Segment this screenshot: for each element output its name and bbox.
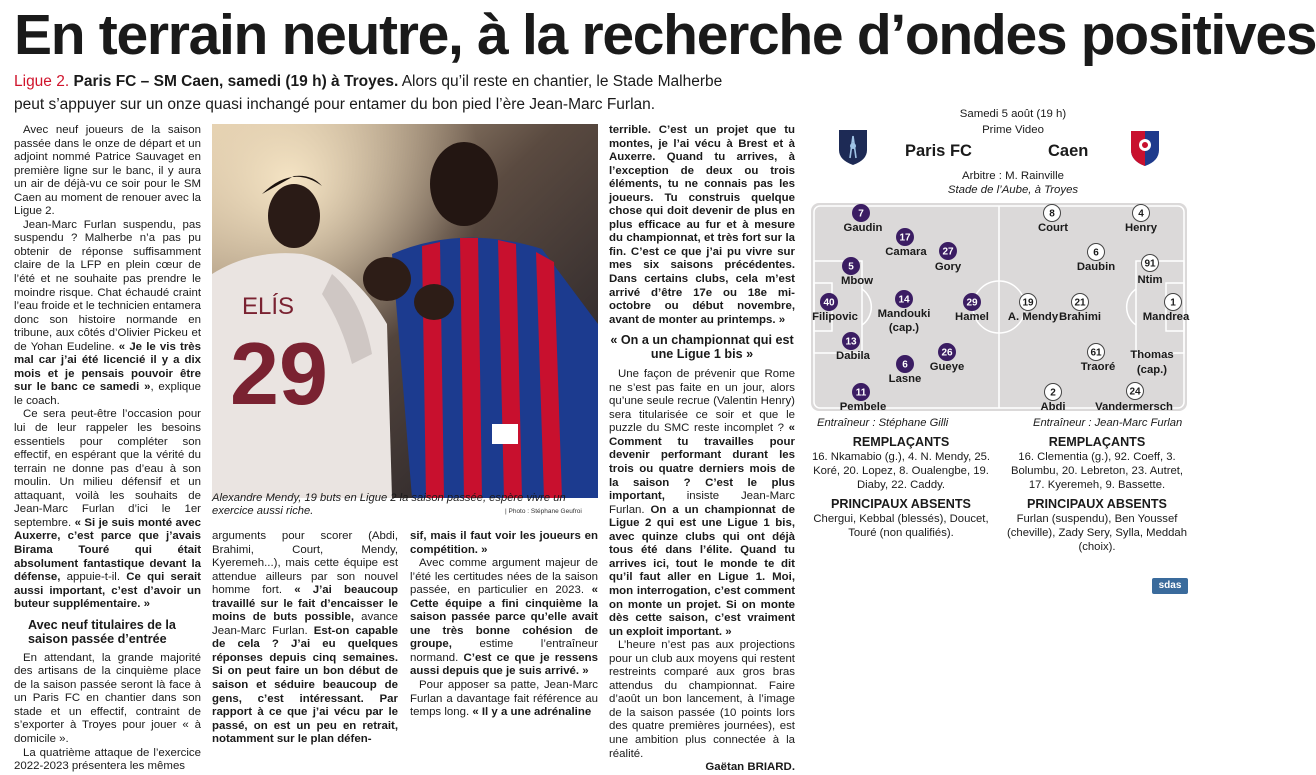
- referee: Arbitre : M. Rainville: [962, 170, 1064, 182]
- player-name: Mandouki: [877, 308, 931, 320]
- headline: En terrain neutre, à la recherche d’ondes positives: [14, 3, 1316, 67]
- home-subs-title: REMPLAÇANTS: [852, 435, 950, 449]
- home-coach: Entraîneur : Stéphane Gilli: [817, 417, 949, 429]
- player-name: Thomas: [1130, 349, 1174, 361]
- intertitle: Avec neuf titulaires de la saison passée d’entrée: [28, 617, 176, 646]
- intertitle: « On a un championnat qui est une Ligue 1 bis »: [610, 333, 794, 362]
- away-team-name: Caen: [1048, 142, 1089, 160]
- player-number: 13: [845, 336, 857, 348]
- player-number: 21: [1074, 297, 1086, 309]
- venue: Stade de l’Aube, à Troyes: [947, 184, 1079, 196]
- player-name: Dabila: [836, 350, 870, 362]
- photo-caption: Alexandre Mendy, 19 buts en Ligue 2 la saison passée, espère vivre un exercice aussi riche.: [212, 492, 566, 517]
- paragraph: Une façon de prévenir que Rome ne s’est pas faite en un jour, alors qu’une seule recrue (Valentin Henry) sera titularisée ce soir et que le puzzle du SMC reste incomplet ? « Comment tu travailles pour devenir performant durant les trois ou quatre derniers mois de la saison ? C’est le plus important, insiste Jean-Marc Furlan. On a un championnat de Ligue 2 qui est une Ligue 1 bis, avec quinze clubs qui ont déjà tous été dans l’élite. Quand tu arrives ici, tout le monde te dit qu’il faut aller en Ligue 1. Moi, mon interrogation, c’est comment on monte un projet. Si on monte dès cette saison, c’est vraiment un exploit important. »: [609, 368, 796, 638]
- author-signature: Gaëtan BRIARD.: [705, 761, 795, 774]
- player-number: 17: [899, 232, 911, 244]
- player-name: Brahimi: [1058, 311, 1102, 323]
- lede-rubric: Ligue 2.: [14, 73, 70, 90]
- player-name: Vandermersch: [1095, 401, 1173, 413]
- player-number: 6: [902, 359, 908, 371]
- player-number: 1: [1170, 297, 1176, 309]
- paragraph: Avec neuf joueurs de la saison passée dans le onze de départ et un adjoint nommé Patrice Sauvaget en première ligne sur le banc, il y aura un air de déjà-vu ce soir pour le SM Caen au moment de renouer avec la Ligue 2.: [14, 124, 201, 218]
- player-number: 29: [966, 297, 978, 309]
- article-column-2: [212, 530, 399, 746]
- home-subs-list: 16. Nkamabio (g.), 4. N. Mendy, 25. Koré, 20. Lopez, 8. Oualengbe, 19. Diaby, 22. Caddy.: [811, 451, 991, 492]
- player-name: (cap.): [1136, 364, 1168, 376]
- player-number: 11: [855, 387, 867, 399]
- paragraph: L’heure n’est pas aux projections pour un club aux moyens qui restent restreints comparé aux gros bras attendus du championnat. Faire d’août un bon lancement, à l’image de la saison passée (10 points lors des quatre premières journées), est une ambition plus connectée à la réalité.: [609, 639, 795, 760]
- player-name: Lasne: [888, 373, 922, 385]
- article-column-4: [609, 124, 796, 774]
- player-name: Mandrea: [1142, 311, 1190, 323]
- away-subs-title: REMPLAÇANTS: [1048, 435, 1146, 449]
- away-absent-list: Furlan (suspendu), Ben Youssef (cheville), Zady Sery, Sylla, Meddah (choix).: [1007, 513, 1187, 554]
- away-coach: Entraîneur : Jean-Marc Furlan: [1033, 417, 1183, 429]
- player-number: 8: [1049, 208, 1055, 220]
- paragraph: Ce sera peut-être l’occasion pour lui de leur rappeler les besoins essentiels pour compléter son effectif, en espérant que la vérité du terrain ne donne pas d’eau à son moulin. Un milieu défensif et un attaquant, voilà les souhaits de Jean-Marc Furlan d’ici le 1er septembre. « Si je suis monté avec Auxerre, c’est parce que j’avais Birama Touré qui était absolument fantastique devant la défense, appuie-t-il. Ce qui serait aussi important, c’est d’avoir un buteur supplémentaire. »: [14, 408, 201, 611]
- player-number: 24: [1129, 386, 1141, 398]
- lede: [14, 70, 734, 116]
- paragraph: arguments pour scorer (Abdi, Brahimi, Court, Mendy, Kyeremeh...), mais cette équipe est attendue ailleurs par son nouvel homme fort. « J’ai beaucoup travaillé sur le fait d’encaisser le moins de buts possible, avance Jean-Marc Furlan. Est-on capable de cela ? J’ai eu quelques réponses depuis cinq semaines. Si on peut faire un bon début de saison et séduire beaucoup de gens, c’est intéressant. Par rapport à ce que j’ai vécu par le passé, on est un peu en retrait, notamment sur le plan défen-: [212, 530, 399, 746]
- home-absent-list: Chergui, Kebbal (blessés), Doucet, Touré (non qualifiés).: [813, 513, 989, 540]
- player-name: Henry: [1124, 222, 1158, 234]
- player-number: 5: [848, 261, 854, 273]
- home-absent-title: PRINCIPAUX ABSENTS: [831, 497, 971, 511]
- player-name: Pembele: [839, 401, 887, 413]
- player-number: 2: [1050, 387, 1056, 399]
- sm-caen-logo-icon: [1128, 128, 1162, 168]
- player-number: 7: [858, 208, 864, 220]
- player-name: (cap.): [888, 322, 920, 334]
- paragraph: Avec comme argument majeur de l’été les certitudes nées de la saison passée, en particulier en 2023. « Cette équipe a fini cinquième la saison passée parce qu’elle avait une très bonne cohésion de groupe, estime l’entraîneur normand. C’est ce que je ressens aussi depuis que je suis arrivé. »: [410, 557, 598, 678]
- player-name: Gaudin: [843, 222, 883, 234]
- player-number: 26: [941, 347, 953, 359]
- player-name: Gory: [934, 261, 962, 273]
- photo-credit: | Photo : Stéphane Geufroi: [505, 508, 582, 515]
- player-name: Abdi: [1040, 401, 1066, 413]
- away-absent-title: PRINCIPAUX ABSENTS: [1027, 497, 1167, 511]
- paragraph: sif, mais il faut voir les joueurs en compétition. »: [410, 530, 598, 556]
- player-number: 14: [898, 294, 910, 306]
- article-column-1: [14, 124, 202, 773]
- article-column-3: [410, 530, 598, 724]
- player-number: 91: [1144, 258, 1156, 270]
- player-name: Court: [1037, 222, 1069, 234]
- player-name: Ntim: [1137, 274, 1163, 286]
- player-number: 40: [823, 297, 835, 309]
- paragraph: Pour apposer sa patte, Jean-Marc Furlan a davantage fait référence au temps long. « Il y a une adrénaline: [410, 679, 598, 719]
- player-name: Mbow: [841, 275, 873, 287]
- player-name: Traoré: [1080, 361, 1116, 373]
- player-name: Gueye: [929, 361, 965, 373]
- player-name: Hamel: [955, 311, 989, 323]
- player-name: Daubin: [1076, 261, 1116, 273]
- player-number: 6: [1093, 247, 1099, 259]
- lineup-pitch: [811, 203, 1190, 413]
- lede-kicker: Paris FC – SM Caen, samedi (19 h) à Troyes.: [73, 73, 399, 90]
- lede-text: Alors qu’il reste en chantier, le Stade Malherbe peut s’appuyer sur un onze quasi inchangé pour entamer du bon pied l’ère Jean-Marc Furlan.: [14, 73, 723, 113]
- player-number: 4: [1138, 208, 1144, 220]
- player-number: 19: [1022, 297, 1034, 309]
- paragraph: La quatrième attaque de l’exercice 2022-2023 présentera les mêmes: [14, 746, 201, 773]
- player-name: Filipovic: [812, 311, 858, 323]
- player-name: A. Mendy: [1007, 311, 1059, 323]
- sdas-badge-icon: sdas: [1152, 578, 1188, 594]
- player-number: 27: [942, 246, 954, 258]
- paragraph: Jean-Marc Furlan suspendu, pas suspendu ? Malherbe n’a pas pu obtenir de réponse suffisamment claire de la LFP en plein cœur de l’été et ne souhaite pas prendre le moindre risque. Chat échaudé craint l’eau froide et le technicien entamera donc son histoire normande en tribune, aux côtés d’Olivier Pickeu et de Yohan Eudeline. « Je le vis très mal car j’ai été licencié il y a dix mois et je pensais pouvoir être sur le banc ce samedi », explique le coach.: [14, 218, 202, 407]
- paragraph: En attendant, la grande majorité des artisans de la cinquième place de la saison passée seront là face à un Paris FC en chantier dans son stade et un effectif, contraint de s’exporter à Troyes pour jouer « à domicile ».: [14, 651, 201, 745]
- shirt-number: 29: [230, 324, 328, 423]
- match-date: Samedi 5 août (19 h): [959, 108, 1067, 120]
- article-photo: [212, 124, 598, 498]
- photo-illustration: [212, 124, 598, 498]
- paragraph: terrible. C’est un projet que tu montes, je l’ai vécu à Brest et à Auxerre. Quand tu arrives, à l’exception de deux ou trois éléments, tu ne connais pas les joueurs. Tu construis quelque chose qui doit devenir de plus en plus efficace au fur et à mesure du championnat, et très fort sur la fin. C’est ce que j’ai pu vivre sur mes six saisons précédentes. Dans certains clubs, cela m’est arrivé d’être 17e ou 18e mi-octobre ou début novembre, avant de monter au printemps. »: [609, 124, 795, 326]
- broadcaster: Prime Video: [982, 124, 1044, 136]
- shirt-name: ELÍS: [242, 293, 295, 320]
- paris-fc-logo-icon: [837, 128, 869, 166]
- player-name: Camara: [885, 246, 927, 258]
- away-subs-list: 16. Clementia (g.), 92. Coeff, 3. Bolumbu, 20. Lebreton, 23. Autret, 17. Kyeremeh, 9. Bassette.: [1010, 451, 1184, 492]
- home-team-name: Paris FC: [905, 142, 972, 160]
- player-number: 61: [1090, 347, 1102, 359]
